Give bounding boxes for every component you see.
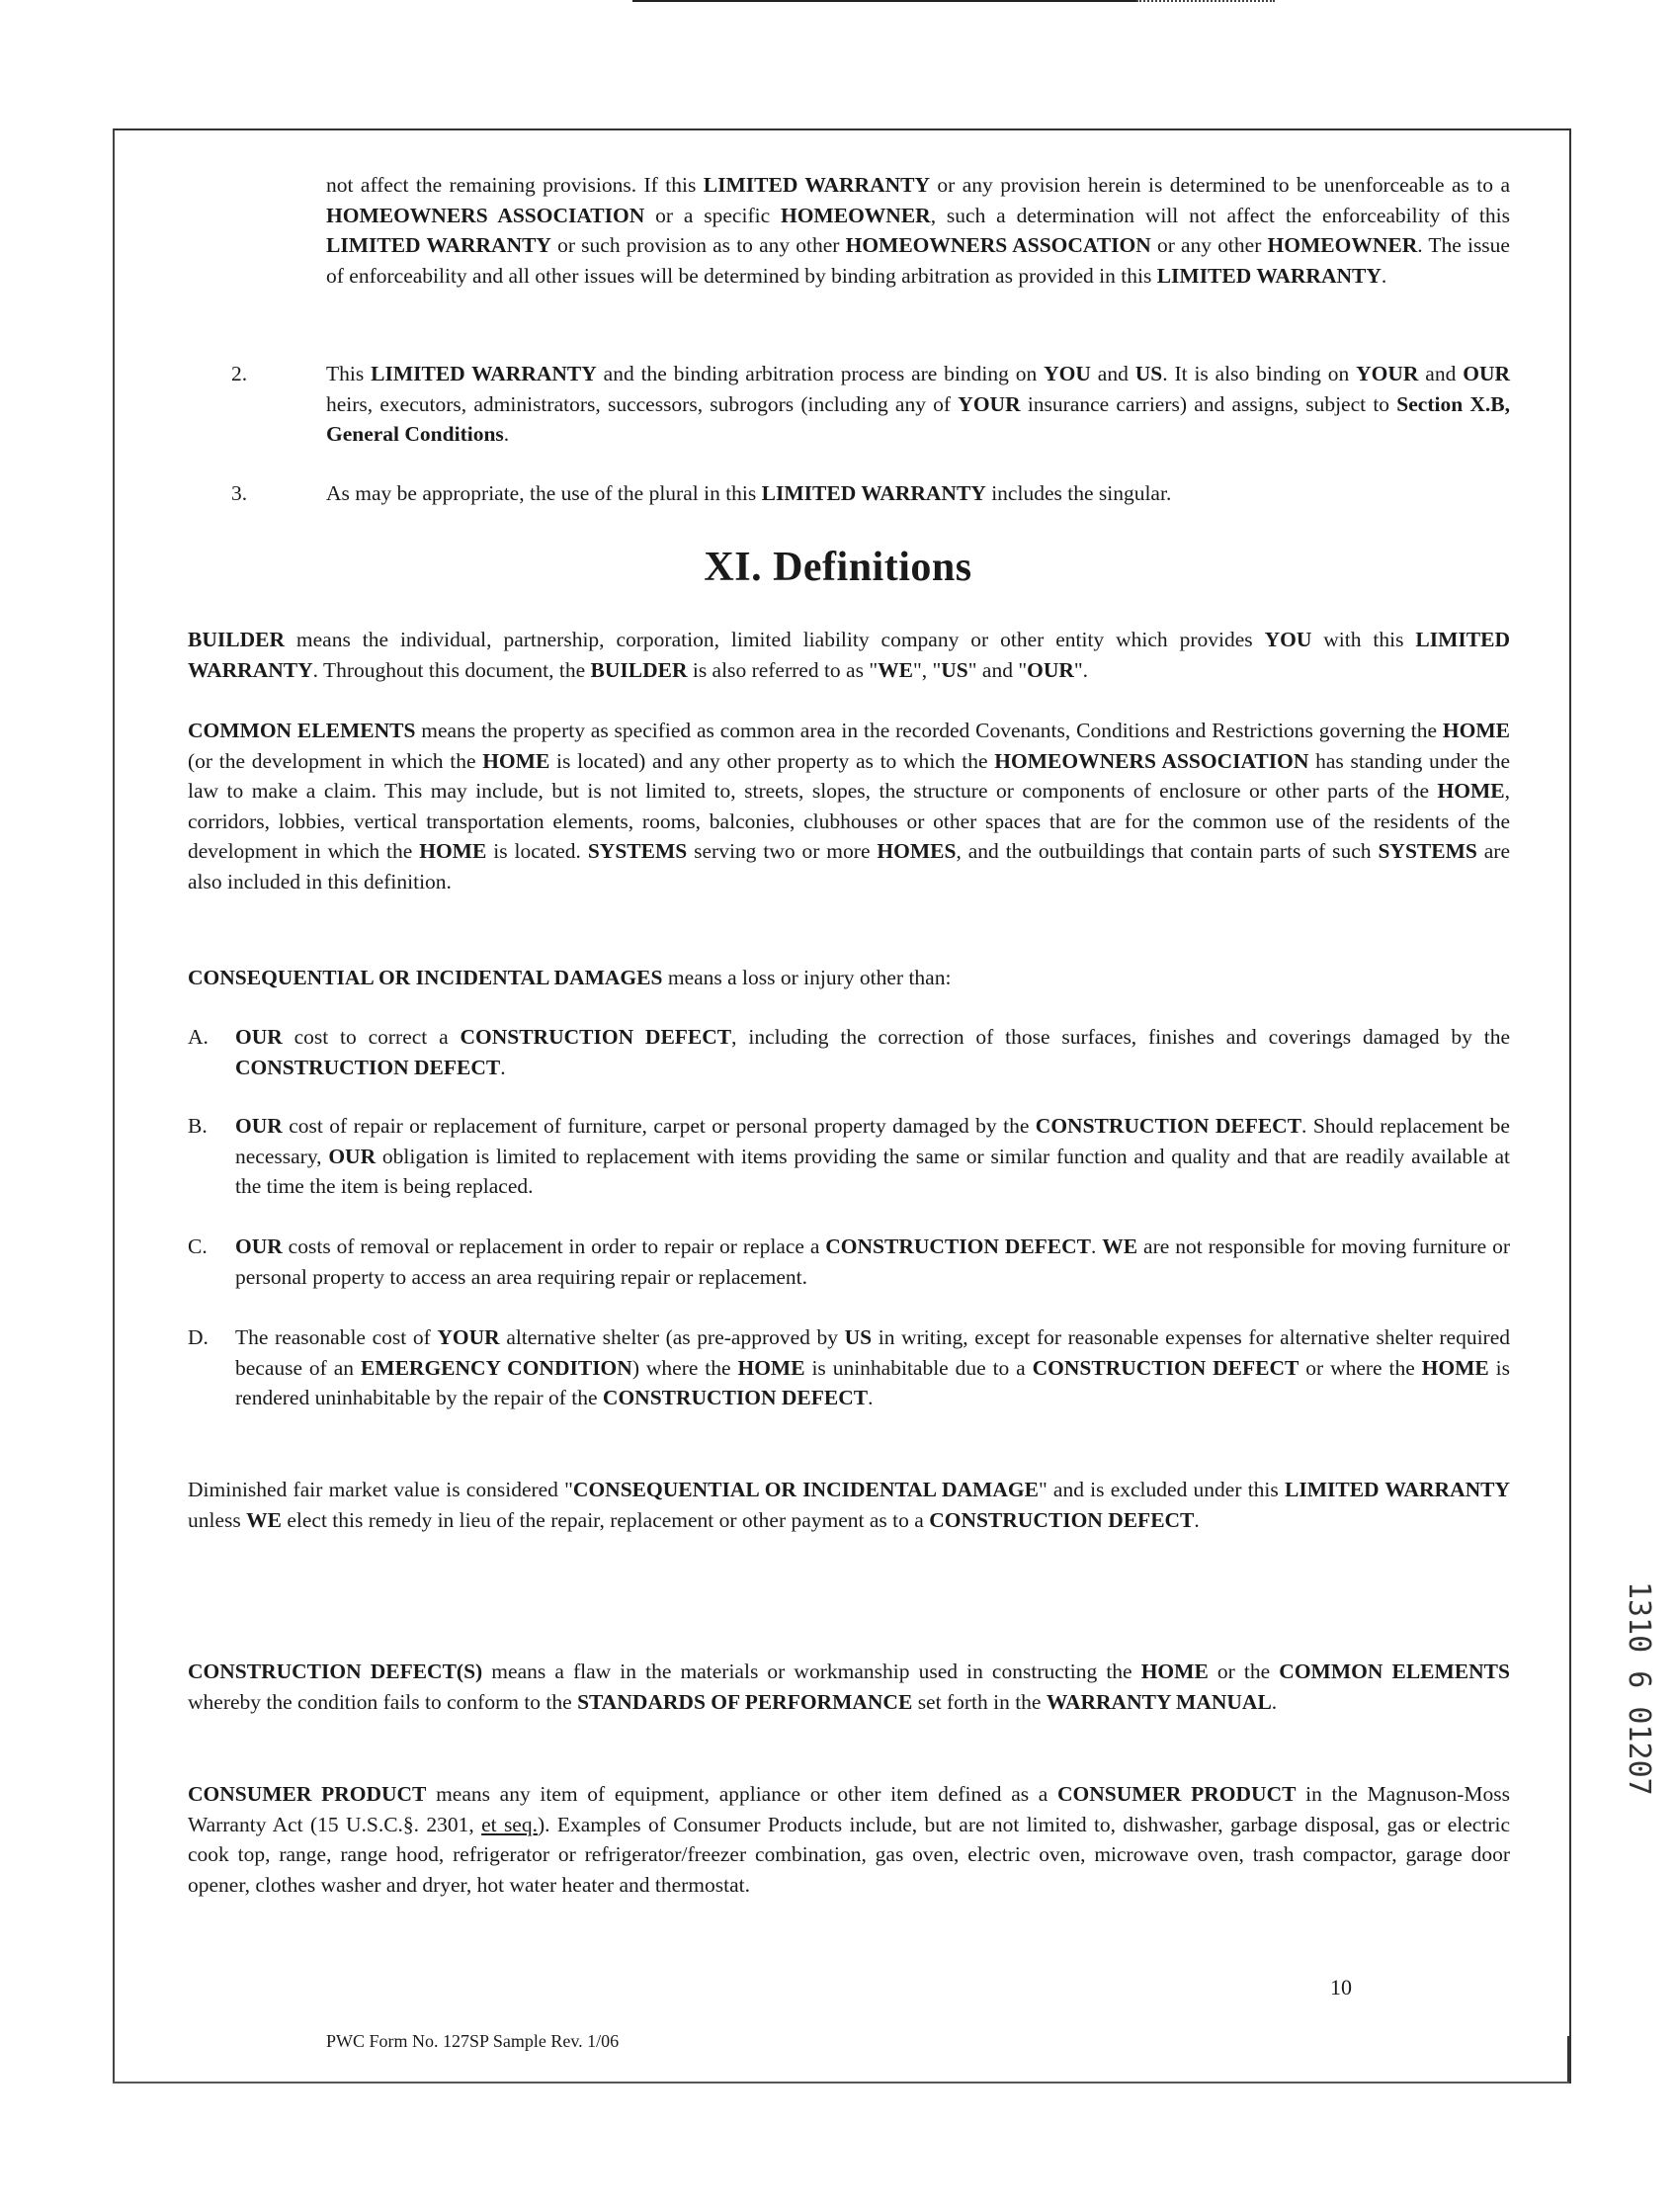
consequential-item-a-text: OUR cost to correct a CONSTRUCTION DEFECT, including the correction of those surfaces, finishes and coverings damaged by the CONSTRUCTION DEFECT. (235, 1025, 1511, 1079)
consequential-item-d-text: The reasonable cost of YOUR alternative shelter (as pre-approved by US in writing, except for reasonable expenses for alternative shelter required because of an EMERGENCY CONDITION) where the HOME is uninhabitable due to a CONSTRUCTION DEFECT or where the HOME is rendered uninhabitable by the repair of the CONSTRUCTION DEFECT. (235, 1325, 1511, 1409)
numbered-item-2-text: This LIMITED WARRANTY and the binding arbitration process are binding on YOU and US. It is also binding on YOUR and OUR heirs, executors, administrators, successors, subrogors (including any of YOUR insurance carriers) and assigns, subject to Section X.B, General Conditions. (326, 362, 1511, 446)
consequential-item-c-text: OUR costs of removal or replacement in order to repair or replace a CONSTRUCTION DEFECT. WE are not responsible for moving furniture or personal property to access an area requiring repair or replacement. (235, 1234, 1511, 1289)
scan-top-dots (1136, 0, 1275, 2)
numbered-item-3 (326, 478, 1510, 509)
consequential-intro-text: CONSEQUENTIAL OR INCIDENTAL DAMAGES means a loss or injury other than: (188, 966, 952, 989)
item-letter-c: C. (188, 1234, 208, 1258)
consequential-item-c (235, 1232, 1510, 1292)
definition-construction-defect-text: CONSTRUCTION DEFECT(S) means a flaw in the materials or workmanship used in constructing the HOME or the COMMON ELEMENTS whereby the condition fails to conform to the STANDARDS OF PERFORMANCE set forth in the WARRANTY MANUAL. (188, 1659, 1510, 1714)
diminished-value-paragraph (188, 1475, 1510, 1535)
item-number-2: 2. (231, 362, 248, 385)
definition-consumer-product (188, 1779, 1510, 1900)
consequential-item-d (235, 1322, 1510, 1413)
numbered-item-3-text: As may be appropriate, the use of the plural in this LIMITED WARRANTY includes the singular. (326, 481, 1172, 505)
definition-builder-text: BUILDER means the individual, partnership, corporation, limited liability company or other entity which provides YOU with this LIMITED WARRANTY. Throughout this document, the BUILDER is also referred to as "WE", "US" and "OUR". (188, 628, 1510, 682)
definition-consumer-product-text: CONSUMER PRODUCT means any item of equipment, appliance or other item defined as a CONSUMER PRODUCT in the Magnuson-Moss Warranty Act (15 U.S.C.§. 2301, et seq.). Examples of Consumer Products include, but are not limited to, dishwasher, garbage disposal, gas or electric cook top, range, range hood, refrigerator or refrigerator/freezer combination, gas oven, electric oven, microwave oven, trash compactor, garage door opener, clothes washer and dryer, hot water heater and thermostat. (188, 1782, 1510, 1897)
intro-paragraph (326, 170, 1510, 291)
diminished-value-text: Diminished fair market value is considered "CONSEQUENTIAL OR INCIDENTAL DAMAGE" and is excluded under this LIMITED WARRANTY unless WE elect this remedy in lieu of the repair, replacement or other payment as to a CONSTRUCTION DEFECT. (188, 1478, 1510, 1532)
consequential-item-a (235, 1022, 1510, 1082)
numbered-item-2 (326, 359, 1510, 450)
consequential-item-b (235, 1111, 1510, 1202)
definition-common-elements (188, 716, 1510, 896)
intro-text: not affect the remaining provisions. If this LIMITED WARRANTY or any provision herein is determined to be unenforceable as to a HOMEOWNERS ASSOCIATION or a specific HOMEOWNER, such a determination will not affect the enforceability of this LIMITED WARRANTY or such provision as to any other HOMEOWNERS ASSOCATION or any other HOMEOWNER. The issue of enforceability and all other issues will be determined by binding arbitration as provided in this LIMITED WARRANTY. (326, 173, 1510, 288)
document-stamp: 1310 6 01207 (1622, 1581, 1656, 1796)
definition-common-elements-text: COMMON ELEMENTS means the property as specified as common area in the recorded Covenants, Conditions and Restrictions governing the HOME (or the development in which the HOME is located) and any other property as to which the HOMEOWNERS ASSOCIATION has standing under the law to make a claim. This may include, but is not limited to, streets, slopes, the structure or components of enclosure or other parts of the HOME, corridors, lobbies, vertical transportation elements, rooms, balconies, clubhouses or other spaces that are for the common use of the residents of the development in which the HOME is located. SYSTEMS serving two or more HOMES, and the outbuildings that contain parts of such SYSTEMS are also included in this definition. (188, 719, 1510, 893)
item-letter-b: B. (188, 1114, 208, 1138)
page-frame-bottom (113, 2082, 1569, 2084)
section-heading: XI. Definitions (704, 545, 972, 590)
consequential-item-b-text: OUR cost of repair or replacement of furniture, carpet or personal property damaged by the CONSTRUCTION DEFECT. Should replacement be necessary, OUR obligation is limited to replacement with items providing the same or similar function and quality and that are readily available at the time the item is being replaced. (235, 1114, 1510, 1198)
definition-consequential-intro (188, 963, 1510, 993)
page-frame-tick (1567, 2036, 1569, 2082)
definition-construction-defect (188, 1657, 1510, 1717)
item-number-3: 3. (231, 481, 248, 505)
scan-top-rule (632, 0, 1136, 2)
item-letter-a: A. (188, 1025, 209, 1049)
definition-builder (188, 625, 1510, 685)
page-number: 10 (1330, 1975, 1352, 1999)
form-footer: PWC Form No. 127SP Sample Rev. 1/06 (326, 2031, 620, 2051)
item-letter-d: D. (188, 1325, 209, 1349)
